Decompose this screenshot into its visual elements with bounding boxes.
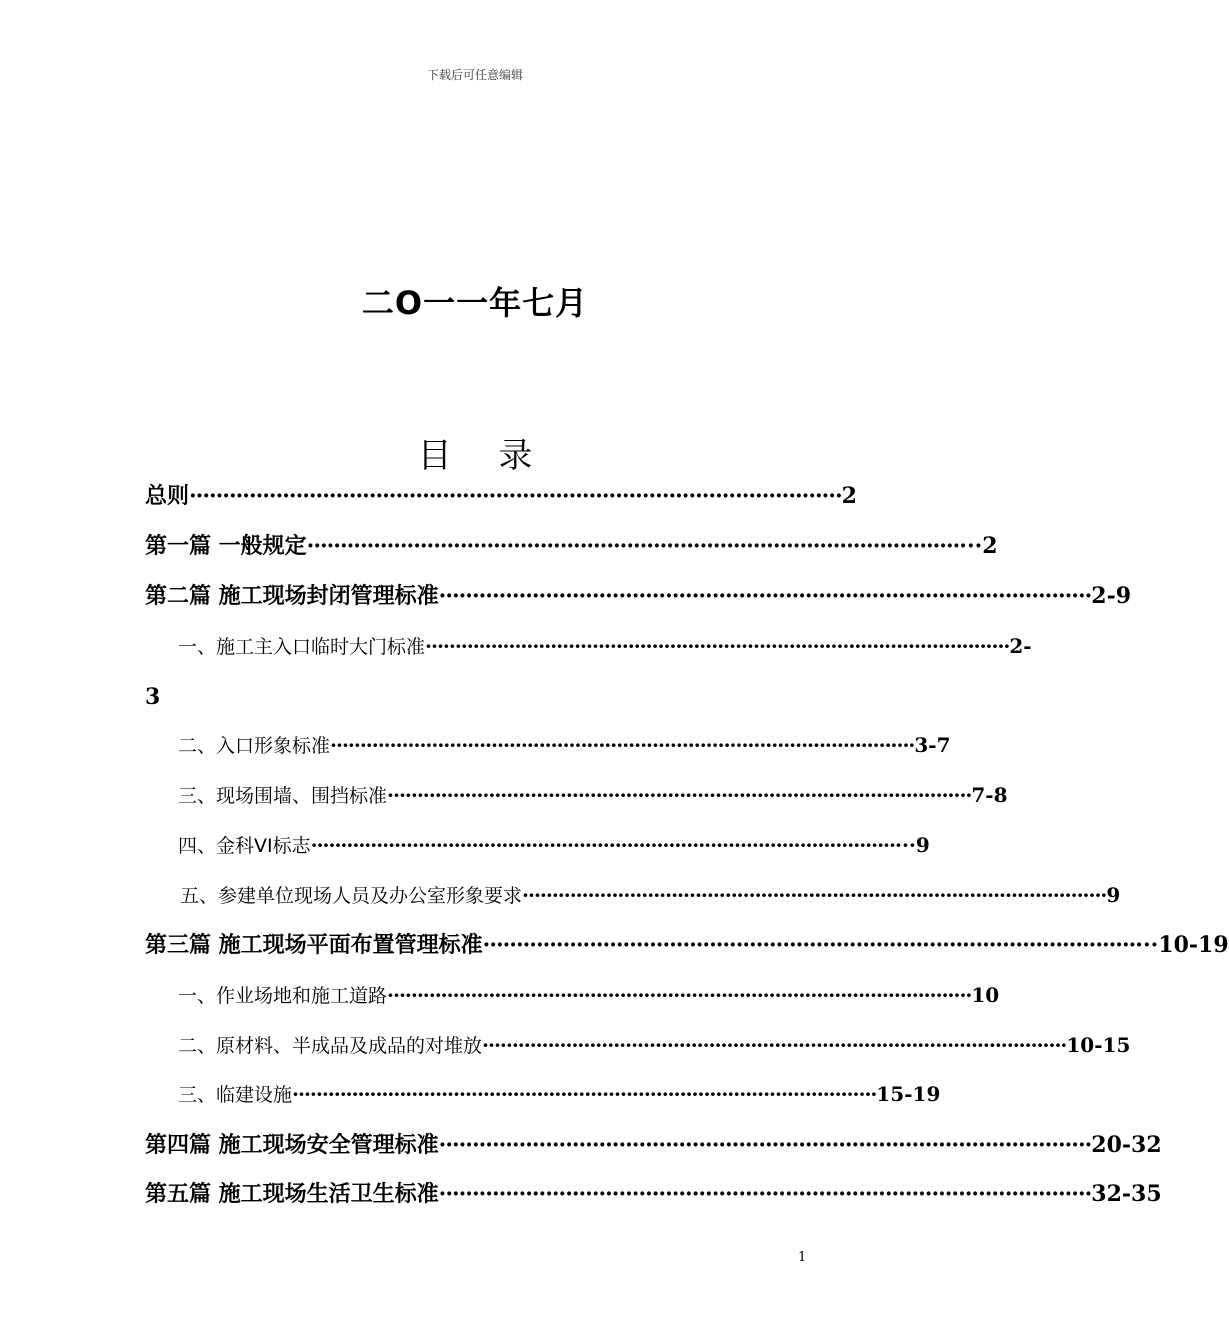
toc-entry-label: 一、施工主入口临时大门标准 — [178, 636, 426, 658]
toc-entry[interactable] — [178, 733, 951, 757]
page-number: 1 — [798, 1250, 807, 1265]
toc-entry[interactable] — [178, 1082, 941, 1106]
toc-entry-label: 第四篇 施工现场安全管理标准 — [145, 1133, 439, 1158]
toc-entry-label: 第一篇 一般规定 — [145, 534, 307, 559]
toc-entry[interactable] — [145, 1181, 1162, 1207]
toc-entry-page: 10-15 — [1066, 1033, 1131, 1057]
toc-entry[interactable] — [145, 483, 857, 509]
toc-entry-label: 第三篇 施工现场平面布置管理标准 — [145, 933, 483, 958]
toc-leader: ·································································································· — [189, 483, 842, 509]
toc-entry-page: ···9 — [894, 833, 930, 857]
toc-entry[interactable] — [178, 833, 930, 857]
toc-leader: ·································································································· — [522, 883, 1107, 907]
toc-leader: ·································································································· — [438, 583, 1092, 609]
toc-entry-page: 20-32 — [1091, 1132, 1162, 1158]
toc-entry-page: 32-35 — [1091, 1181, 1162, 1207]
header-note: 下载后可任意编辑 — [426, 68, 523, 82]
toc-entry[interactable] — [178, 983, 1000, 1007]
toc-leader: ·································································································· — [330, 733, 915, 757]
toc-entry-page: 2 — [841, 483, 857, 509]
toc-entry-label: 二、入口形象标准 — [178, 735, 331, 757]
toc-entry-page: 3-7 — [914, 733, 951, 757]
toc-entry-page: 2- — [1009, 634, 1032, 658]
toc-entry[interactable] — [180, 883, 1121, 907]
toc-entry-page: ···2 — [959, 533, 998, 559]
toc-entry-label: 第二篇 施工现场封闭管理标准 — [145, 584, 439, 609]
toc-entry-label: 一、作业场地和施工道路 — [178, 985, 388, 1007]
toc-leader: ·································································································· — [387, 983, 972, 1007]
toc-leader: ·································································································· — [425, 634, 1010, 658]
toc-entry-label: 三、现场围墙、围挡标准 — [178, 785, 388, 807]
toc-entry-label: 四、金科VI标志 — [178, 835, 311, 857]
toc-entry[interactable] — [178, 783, 1008, 807]
toc-entry-page: ···10-19 — [1135, 932, 1229, 958]
toc-entry[interactable] — [145, 1132, 1162, 1158]
toc-entry-label: 三、临建设施 — [178, 1084, 293, 1106]
toc-entry-label: 第五篇 施工现场生活卫生标准 — [145, 1182, 439, 1207]
toc-entry[interactable] — [178, 634, 1032, 658]
toc-entry-label: 二、原材料、半成品及成品的对堆放 — [178, 1035, 483, 1057]
toc-title: 目 录 — [417, 436, 551, 476]
toc-entry-page: 3 — [145, 684, 161, 710]
toc-entry-page: 7-8 — [971, 783, 1008, 807]
date-line: 二O一一年七月 — [361, 284, 589, 322]
toc-leader: ·································································································· — [438, 1132, 1092, 1158]
toc-entry-label: 总则 — [145, 484, 190, 509]
toc-entry[interactable] — [178, 1033, 1131, 1057]
toc-entry-label: 五、参建单位现场人员及办公室形象要求 — [180, 885, 523, 907]
toc-leader: ·································································································· — [387, 783, 972, 807]
toc-leader: ·································································································· — [482, 932, 1136, 958]
toc-entry[interactable] — [145, 533, 998, 559]
toc-entry[interactable] — [145, 932, 1229, 958]
toc-entry-page: 10 — [971, 983, 1000, 1007]
toc-entry-continuation — [145, 686, 160, 708]
toc-leader: ·································································································· — [310, 833, 895, 857]
toc-leader: ·································································································· — [482, 1033, 1067, 1057]
toc-leader: ·································································································· — [306, 533, 960, 559]
toc-entry[interactable] — [145, 583, 1132, 609]
toc-leader: ·································································································· — [292, 1082, 877, 1106]
toc-leader: ·································································································· — [438, 1181, 1092, 1207]
toc-entry-page: 2-9 — [1091, 583, 1132, 609]
toc-entry-page: 15-19 — [876, 1082, 941, 1106]
toc-entry-page: 9 — [1106, 883, 1121, 907]
